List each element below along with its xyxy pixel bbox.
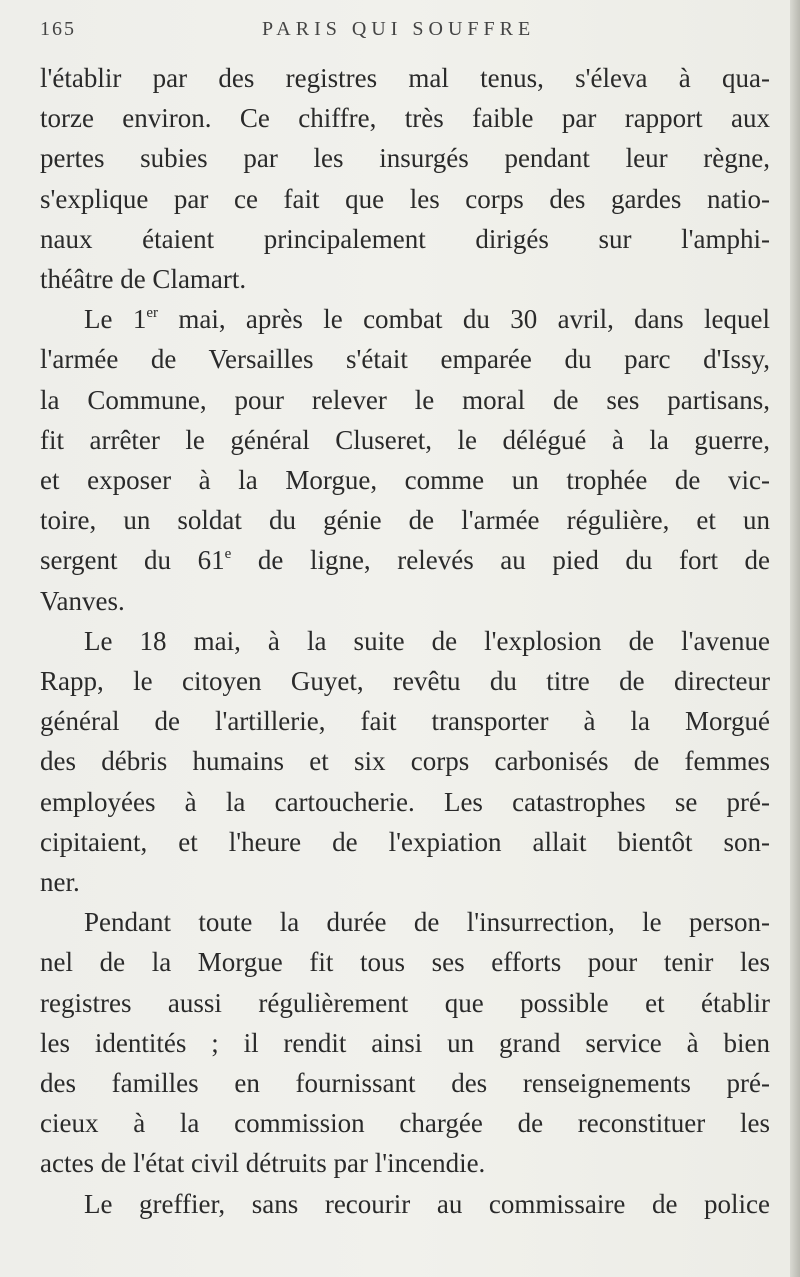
text-line: actes de l'état civil détruits par l'incendie. (40, 1148, 486, 1179)
page-header (40, 18, 770, 48)
text-line (40, 540, 770, 580)
text-line (40, 299, 770, 339)
text-line: pertes subies par les insurgés pendant leur règne, (40, 143, 770, 174)
text-line: ner. (40, 867, 80, 898)
text-line: Le greffier, sans recourir au commissaire de police (84, 1188, 770, 1219)
text-line: Pendant toute la durée de l'insurrection, le person- (84, 907, 770, 938)
text-line: Le 18 mai, à la suite de l'explosion de l'avenue (84, 625, 770, 656)
text-line: la Commune, pour relever le moral de ses partisans, (40, 384, 770, 415)
text-line: l'établir par des registres mal tenus, s'éleva à qua- (40, 63, 770, 93)
text-line: et exposer à la Morgue, comme un trophée de vic- (40, 465, 770, 496)
text-line: fit arrêter le général Cluseret, le délégué à la guerre, (40, 424, 770, 455)
superscript: e (224, 546, 232, 563)
text-line: des débris humains et six corps carbonisés de femmes (40, 746, 770, 777)
text-line: toire, un soldat du génie de l'armée régulière, et un (40, 505, 770, 536)
text-line: nel de la Morgue fit tous ses efforts pour tenir les (40, 947, 770, 978)
text-line: général de l'artillerie, fait transporter à la Morgué (40, 706, 770, 737)
text-line: registres aussi régulièrement que possible et établir (40, 987, 770, 1018)
page-edge-shadow (790, 0, 800, 1277)
running-title: PARIS QUI SOUFFRE (262, 18, 536, 40)
text-line: s'explique par ce fait que les corps des gardes natio- (40, 183, 770, 214)
text-line: Vanves. (40, 585, 125, 616)
text-fragment: Le 1 (84, 304, 147, 335)
text-line: les identités ; il rendit ainsi un grand service à bien (40, 1027, 770, 1058)
text-line: des familles en fournissant des renseignements pré- (40, 1068, 770, 1099)
text-line: torze environ. Ce chiffre, très faible par rapport aux (40, 103, 770, 134)
text-fragment: mai, après le combat du 30 avril, dans lequel (157, 304, 770, 335)
superscript: er (146, 305, 158, 322)
text-line: cipitaient, et l'heure de l'expiation allait bientôt son- (40, 826, 770, 857)
text-line: théâtre de Clamart. (40, 264, 247, 295)
body-text (40, 58, 770, 1224)
text-fragment: sergent du 61 (40, 545, 225, 576)
text-line: naux étaient principalement dirigés sur l'amphi- (40, 223, 770, 254)
text-line: cieux à la commission chargée de reconstituer les (40, 1108, 770, 1139)
text-fragment: de ligne, relevés au pied du fort de (231, 545, 771, 576)
text-line: Rapp, le citoyen Guyet, revêtu du titre de directeur (40, 666, 770, 697)
text-line: l'armée de Versailles s'était emparée du parc d'Issy, (40, 344, 770, 375)
text-line: employées à la cartoucherie. Les catastrophes se pré- (40, 786, 770, 817)
page-number: 165 (40, 18, 76, 40)
